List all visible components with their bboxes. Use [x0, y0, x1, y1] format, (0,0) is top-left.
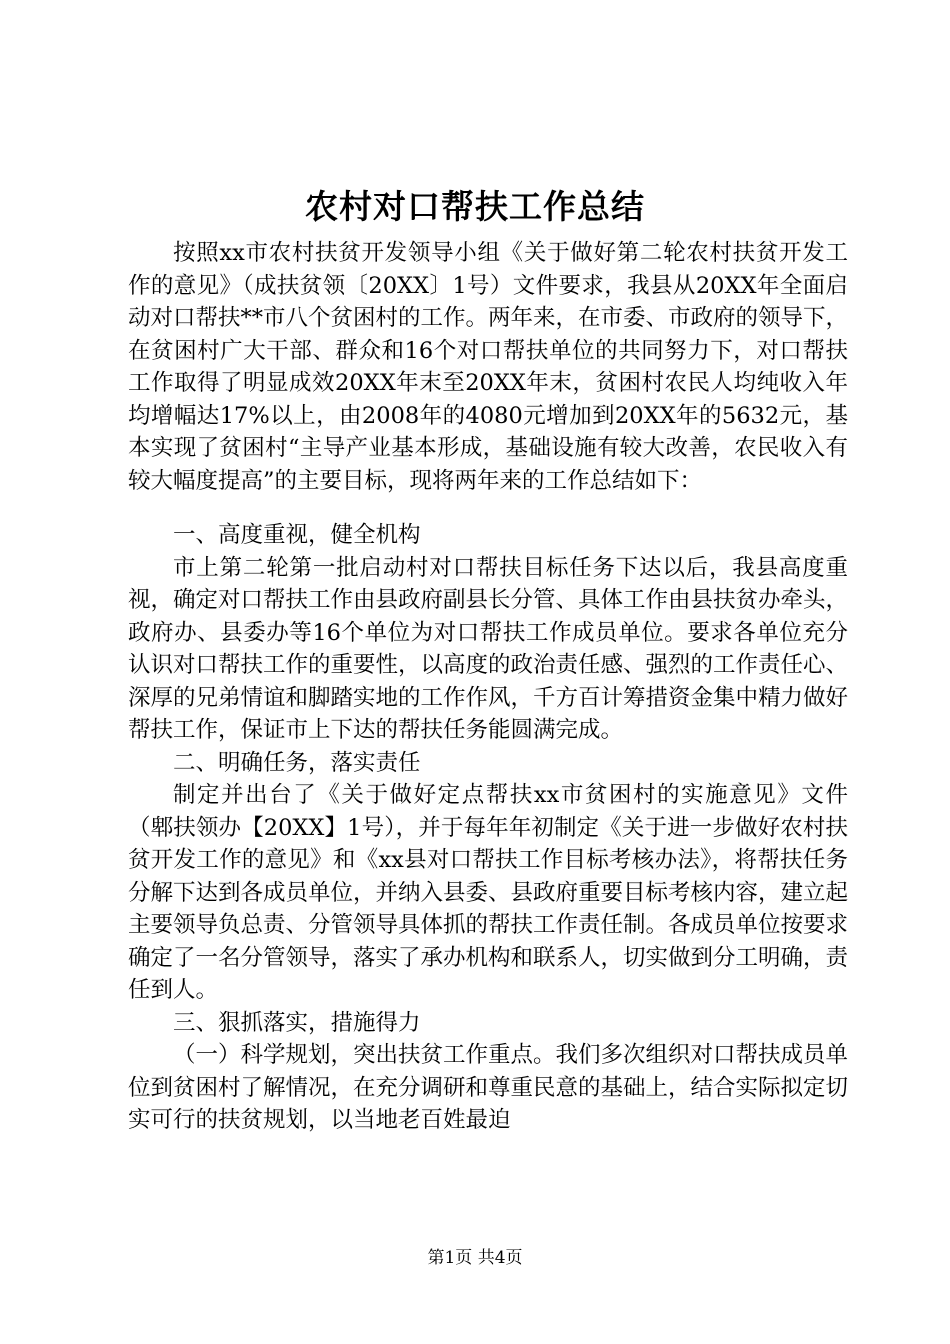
- document-body: [128, 237, 848, 1137]
- section-heading-2: 二、明确任务，落实责任: [173, 749, 421, 776]
- section-heading-3: 三、狠抓落实，措施得力: [173, 1009, 421, 1036]
- page-footer: 第1页 共4页: [427, 1248, 523, 1268]
- section-3-paragraph: （一）科学规划，突出扶贫工作重点。我们多次组织对口帮扶成员单位到贫困村了解情况，在充分调研和尊重民意的基础上，结合实际拟定切实可行的扶贫规划，以当地老百姓最迫: [128, 1042, 849, 1133]
- intro-paragraph: 按照xx市农村扶贫开发领导小组《关于做好第二轮农村扶贫开发工作的意见》（成扶贫领〔20XX〕1号）文件要求，我县从20XX年全面启动对口帮扶**市八个贫困村的工作。两年来，在市委、市政府的领导下，在贫困村广大干部、群众和16个对口帮扶单位的共同努力下，对口帮扶工作取得了明显成效20XX年末至20XX年末，贫困村农民人均纯收入年均增幅达17%以上，由2008年的4080元增加到20XX年的5632元，基本实现了贫困村“主导产业基本形成，基础设施有较大改善，农民收入有较大幅度提高”的主要目标，现将两年来的工作总结如下：: [128, 240, 849, 494]
- section-1-paragraph: 市上第二轮第一批启动村对口帮扶目标任务下达以后，我县高度重视，确定对口帮扶工作由县政府副县长分管、具体工作由县扶贫办牵头，政府办、县委办等16个单位为对口帮扶工作成员单位。要求各单位充分认识对口帮扶工作的重要性，以高度的政治责任感、强烈的工作责任心、深厚的兄弟情谊和脚踏实地的工作作风，千方百计筹措资金集中精力做好帮扶工作，保证市上下达的帮扶任务能圆满完成。: [128, 554, 849, 743]
- document-title: 农村对口帮扶工作总结: [305, 187, 645, 226]
- section-2-paragraph: 制定并出台了《关于做好定点帮扶xx市贫困村的实施意见》文件（郫扶领办【20XX】1号），并于每年年初制定《关于进一步做好农村扶贫开发工作的意见》和《xx县对口帮扶工作目标考核办法》，将帮扶任务分解下达到各成员单位，并纳入县委、县政府重要目标考核内容，建立起主要领导负总责、分管领导具体抓的帮扶工作责任制。各成员单位按要求确定了一名分管领导，落实了承办机构和联系人，切实做到分工明确，责任到人。: [128, 782, 849, 1003]
- section-heading-1: 一、高度重视，健全机构: [173, 522, 421, 548]
